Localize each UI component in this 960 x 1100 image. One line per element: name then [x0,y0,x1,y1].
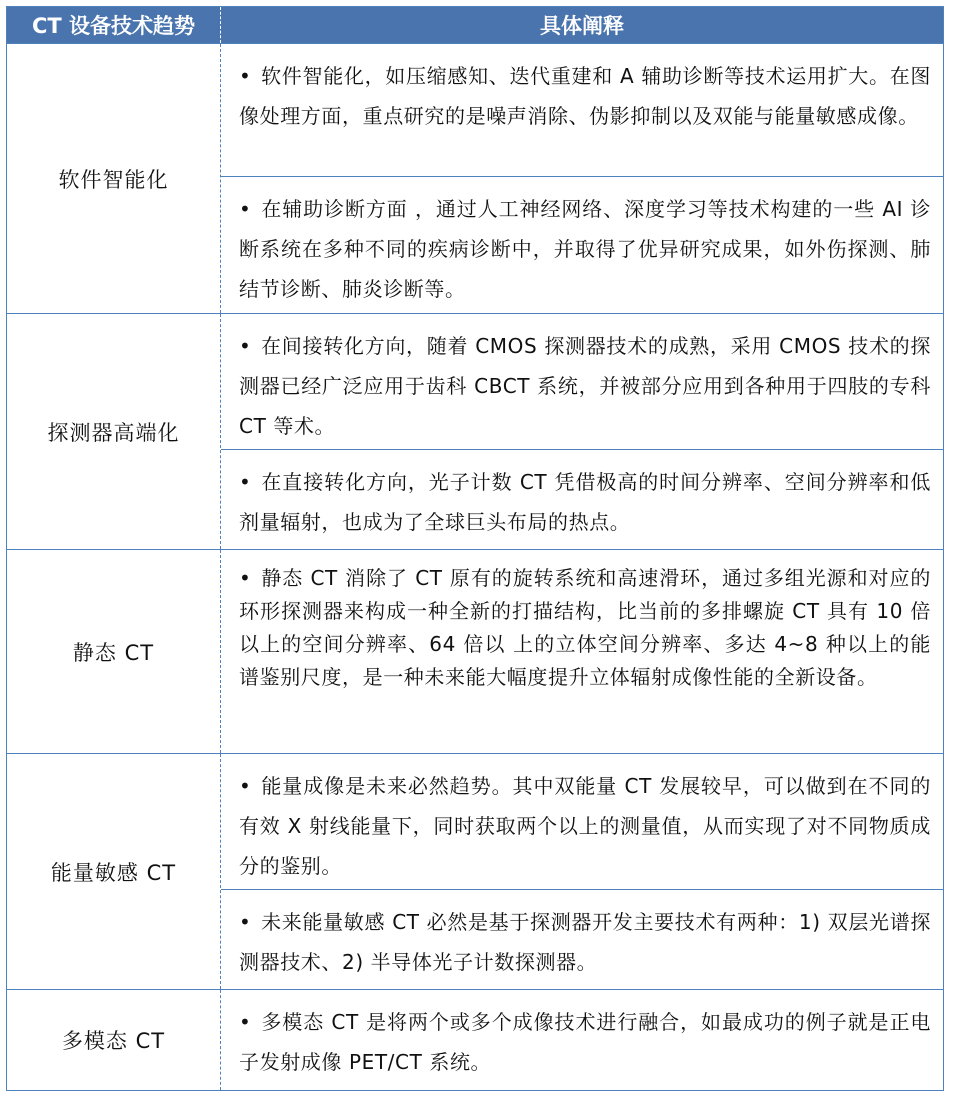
row-item [221,890,943,990]
row-energy-ct [7,754,943,990]
row-label: 探测器高端化 [7,314,221,549]
row-item [221,754,943,890]
row-item [221,314,943,450]
item-text: 在辅助诊断方面 ，通过人工神经网络、深度学习等技术构建的一些 AI 诊断系统在多种不同的疾病诊断中，并取得了优异研究成果，如外伤探测、肺结节诊断、肺炎诊断等。 [239,197,931,301]
bullet-icon: • [239,566,252,590]
row-label: 静态 CT [7,550,221,753]
row-item [221,44,943,177]
bullet-icon: • [239,1010,252,1034]
item-text: 在间接转化方向，随着 CMOS 探测器技术的成熟，采用 CMOS 技术的探测器已经广泛应用于齿科 CBCT 系统，并被部分应用到各种用于四肢的专科 CT 等术。 [239,334,931,438]
row-label: 多模态 CT [7,990,221,1090]
row-item [221,550,943,753]
bullet-icon: • [239,197,252,221]
row-static-ct [7,550,943,754]
item-text: 多模态 CT 是将两个或多个成像技术进行融合，如最成功的例子就是正电子发射成像 PET/CT 系统。 [239,1010,931,1074]
header-explanation: 具体阐释 [540,14,624,38]
row-item [221,990,943,1090]
bullet-icon: • [239,64,252,88]
item-text: 能量成像是未来必然趋势。其中双能量 CT 发展较早，可以做到在不同的有效 X 射线能量下，同时获取两个以上的测量值，从而实现了对不同物质成分的鉴别。 [239,774,931,878]
row-item [221,450,943,550]
row-label: 能量敏感 CT [7,754,221,989]
bullet-icon: • [239,470,252,494]
item-text: 未来能量敏感 CT 必然是基于探测器开发主要技术有两种：1) 双层光谱探测器技术、2) 半导体光子计数探测器。 [239,910,931,974]
table-header [7,7,943,44]
item-text: 静态 CT 消除了 CT 原有的旋转系统和高速滑环，通过多组光源和对应的环形探测器来构成一种全新的打描结构，比当前的多排螺旋 CT 具有 10 倍以上的空间分辨率、64 倍以 上的立体空间分辨率、多达 4~8 种以上的能谱鉴别尺度，是一种未来能大幅度提升立体辐射成像性能的全新设备。 [239,566,931,689]
row-software [7,44,943,314]
item-text: 在直接转化方向，光子计数 CT 凭借极高的时间分辨率、空间分辨率和低剂量辐射，也成为了全球巨头布局的热点。 [239,470,931,534]
bullet-icon: • [239,910,252,934]
item-text: 软件智能化，如压缩感知、迭代重建和 A 辅助诊断等技术运用扩大。在图像处理方面，重点研究的是噪声消除、伪影抑制以及双能与能量敏感成像。 [239,64,931,128]
row-label: 软件智能化 [7,44,221,313]
bullet-icon: • [239,334,252,358]
header-trend: CT 设备技术趋势 [7,7,221,43]
row-multimodal-ct [7,990,943,1090]
row-item [221,177,943,313]
ct-trend-table [6,6,944,1091]
row-detector [7,314,943,550]
bullet-icon: • [239,774,252,798]
